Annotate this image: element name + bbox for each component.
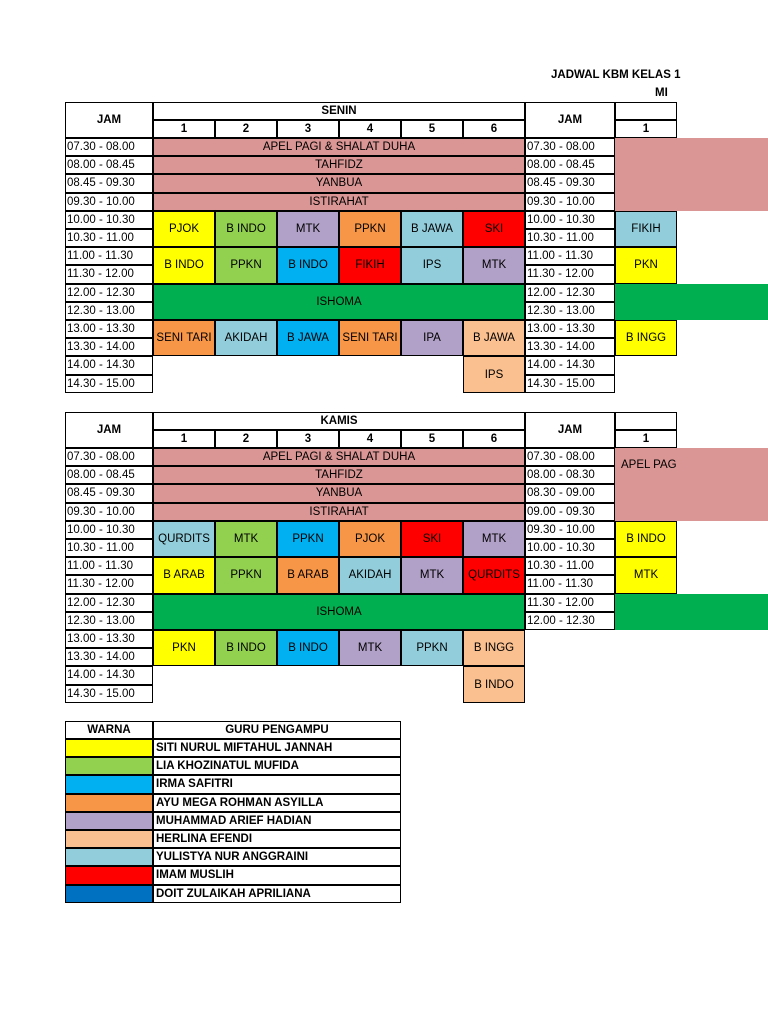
jam-header: JAM	[65, 102, 153, 138]
jam-header: JAM	[65, 412, 153, 448]
subject-cell: MTK	[463, 521, 525, 557]
time-slot: 07.30 - 08.00	[525, 138, 615, 156]
banner-row: TAHFIDZ	[153, 156, 525, 174]
banner-row: APEL PAGI & SHALAT DUHA	[153, 448, 525, 466]
time-slot: 13.00 - 13.30	[65, 320, 153, 338]
legend-color-swatch	[65, 830, 153, 848]
time-slot: 14.30 - 15.00	[65, 685, 153, 703]
time-slot: 10.30 - 11.00	[65, 229, 153, 247]
time-slot: 09.00 - 09.30	[525, 503, 615, 521]
subject-cell: MTK	[615, 557, 677, 593]
time-slot: 07.30 - 08.00	[525, 448, 615, 466]
subject-cell: PPKN	[401, 630, 463, 666]
time-slot: 10.00 - 10.30	[525, 539, 615, 557]
document-title: JADWAL KBM KELAS 1	[551, 69, 681, 81]
period-number: 1	[153, 120, 215, 138]
period-number: 6	[463, 430, 525, 448]
subject-cell: PPKN	[215, 247, 277, 283]
banner-row: ISTIRAHAT	[153, 193, 525, 211]
subject-cell: SKI	[463, 211, 525, 247]
period-number: 6	[463, 120, 525, 138]
jam-header: JAM	[525, 412, 615, 448]
time-slot: 08.45 - 09.30	[65, 174, 153, 192]
subject-cell: PJOK	[339, 521, 401, 557]
subject-cell: B INDO	[215, 211, 277, 247]
time-slot: 08.00 - 08.45	[65, 466, 153, 484]
time-slot: 08.00 - 08.45	[65, 156, 153, 174]
subject-cell: FIKIH	[339, 247, 401, 283]
time-slot: 14.00 - 14.30	[525, 356, 615, 374]
subject-cell: MTK	[463, 247, 525, 283]
subject-cell: IPS	[463, 356, 525, 392]
subject-cell: SENI TARI	[153, 320, 215, 356]
legend-teacher-name: SITI NURUL MIFTAHUL JANNAH	[153, 739, 401, 757]
day-header-partial	[615, 102, 677, 120]
time-slot: 14.30 - 15.00	[525, 375, 615, 393]
subject-cell: QURDITS	[153, 521, 215, 557]
time-slot: 10.00 - 10.30	[65, 211, 153, 229]
time-slot: 08.30 - 09.00	[525, 484, 615, 502]
time-slot: 10.00 - 10.30	[525, 211, 615, 229]
time-slot: 12.00 - 12.30	[525, 284, 615, 302]
time-slot: 12.00 - 12.30	[525, 612, 615, 630]
banner-partial: APEL PAG	[615, 448, 768, 521]
subject-cell: B INDO	[215, 630, 277, 666]
period-number: 3	[277, 120, 339, 138]
time-slot: 12.30 - 13.00	[525, 302, 615, 320]
legend-teacher-name: IRMA SAFITRI	[153, 775, 401, 793]
legend-teacher-name: MUHAMMAD ARIEF HADIAN	[153, 812, 401, 830]
subject-cell: IPA	[401, 320, 463, 356]
time-slot: 10.00 - 10.30	[65, 521, 153, 539]
time-slot: 13.30 - 14.00	[525, 338, 615, 356]
time-slot: 12.30 - 13.00	[65, 302, 153, 320]
time-slot: 08.45 - 09.30	[525, 174, 615, 192]
day-header: KAMIS	[153, 412, 525, 430]
period-number: 2	[215, 430, 277, 448]
time-slot: 10.30 - 11.00	[525, 229, 615, 247]
legend-color-swatch	[65, 775, 153, 793]
time-slot: 13.30 - 14.00	[65, 338, 153, 356]
subject-cell: SENI TARI	[339, 320, 401, 356]
subject-cell: MTK	[339, 630, 401, 666]
subject-cell: PKN	[615, 247, 677, 283]
time-slot: 12.30 - 13.00	[65, 612, 153, 630]
subject-cell: AKIDAH	[339, 557, 401, 593]
subject-cell: B INDO	[463, 666, 525, 702]
subject-cell: AKIDAH	[215, 320, 277, 356]
time-slot: 14.00 - 14.30	[65, 356, 153, 374]
time-slot: 08.00 - 08.45	[525, 156, 615, 174]
day-header: SENIN	[153, 102, 525, 120]
banner-row: YANBUA	[153, 484, 525, 502]
time-slot: 14.30 - 15.00	[65, 375, 153, 393]
period-number: 5	[401, 430, 463, 448]
subject-cell: PPKN	[339, 211, 401, 247]
subject-cell: FIKIH	[615, 211, 677, 247]
time-slot: 11.00 - 11.30	[65, 247, 153, 265]
time-slot: 08.00 - 08.30	[525, 466, 615, 484]
legend-color-swatch	[65, 848, 153, 866]
time-slot: 09.30 - 10.00	[65, 193, 153, 211]
subject-cell: B INDO	[153, 247, 215, 283]
subject-cell: MTK	[401, 557, 463, 593]
legend-teacher-name: DOIT ZULAIKAH APRILIANA	[153, 885, 401, 903]
subject-cell: B INGG	[463, 630, 525, 666]
period-number: 1	[153, 430, 215, 448]
subject-cell: B INDO	[615, 521, 677, 557]
subject-cell: B JAWA	[463, 320, 525, 356]
banner-row: APEL PAGI & SHALAT DUHA	[153, 138, 525, 156]
subject-cell: B JAWA	[401, 211, 463, 247]
subject-cell: B INDO	[277, 247, 339, 283]
time-slot: 08.45 - 09.30	[65, 484, 153, 502]
subject-cell: B ARAB	[277, 557, 339, 593]
legend-color-swatch	[65, 794, 153, 812]
subject-cell: MTK	[277, 211, 339, 247]
subject-cell: MTK	[215, 521, 277, 557]
time-slot: 11.30 - 12.00	[525, 594, 615, 612]
legend-teacher-name: LIA KHOZINATUL MUFIDA	[153, 757, 401, 775]
period-number: 4	[339, 120, 401, 138]
subject-cell: B ARAB	[153, 557, 215, 593]
legend-color-swatch	[65, 885, 153, 903]
time-slot: 12.00 - 12.30	[65, 594, 153, 612]
subject-cell: IPS	[401, 247, 463, 283]
legend-teacher-header: GURU PENGAMPU	[153, 721, 401, 739]
banner-row: TAHFIDZ	[153, 466, 525, 484]
time-slot: 10.30 - 11.00	[525, 557, 615, 575]
ishoma-row: ISHOMA	[153, 594, 525, 630]
time-slot: 09.30 - 10.00	[65, 503, 153, 521]
ishoma-partial	[615, 594, 768, 630]
time-slot: 07.30 - 08.00	[65, 138, 153, 156]
legend-color-swatch	[65, 757, 153, 775]
time-slot: 12.00 - 12.30	[65, 284, 153, 302]
legend-color-swatch	[65, 866, 153, 884]
time-slot: 13.30 - 14.00	[65, 648, 153, 666]
time-slot: 09.30 - 10.00	[525, 521, 615, 539]
time-slot: 13.00 - 13.30	[525, 320, 615, 338]
banner-row: ISTIRAHAT	[153, 503, 525, 521]
legend-teacher-name: IMAM MUSLIH	[153, 866, 401, 884]
subject-cell: PKN	[153, 630, 215, 666]
time-slot: 11.30 - 12.00	[65, 265, 153, 283]
time-slot: 11.00 - 11.30	[525, 575, 615, 593]
ishoma-partial	[615, 284, 768, 320]
period-number: 5	[401, 120, 463, 138]
time-slot: 09.30 - 10.00	[525, 193, 615, 211]
subject-cell: B JAWA	[277, 320, 339, 356]
banner-partial	[615, 138, 768, 211]
subject-cell: B INGG	[615, 320, 677, 356]
time-slot: 11.30 - 12.00	[525, 265, 615, 283]
document-subtitle: MI	[655, 87, 668, 99]
subject-cell: PJOK	[153, 211, 215, 247]
time-slot: 11.00 - 11.30	[65, 557, 153, 575]
legend-color-swatch	[65, 739, 153, 757]
jam-header: JAM	[525, 102, 615, 138]
period-number: 3	[277, 430, 339, 448]
time-slot: 11.00 - 11.30	[525, 247, 615, 265]
legend-teacher-name: HERLINA EFENDI	[153, 830, 401, 848]
period-number: 1	[615, 430, 677, 448]
subject-cell: B INDO	[277, 630, 339, 666]
legend-teacher-name: AYU MEGA ROHMAN ASYILLA	[153, 794, 401, 812]
ishoma-row: ISHOMA	[153, 284, 525, 320]
subject-cell: QURDITS	[463, 557, 525, 593]
legend-color-swatch	[65, 812, 153, 830]
period-number: 2	[215, 120, 277, 138]
time-slot: 13.00 - 13.30	[65, 630, 153, 648]
legend-color-header: WARNA	[65, 721, 153, 739]
subject-cell: PPKN	[277, 521, 339, 557]
day-header-partial	[615, 412, 677, 430]
legend-teacher-name: YULISTYA NUR ANGGRAINI	[153, 848, 401, 866]
time-slot: 10.30 - 11.00	[65, 539, 153, 557]
period-number: 4	[339, 430, 401, 448]
subject-cell: SKI	[401, 521, 463, 557]
time-slot: 07.30 - 08.00	[65, 448, 153, 466]
banner-row: YANBUA	[153, 174, 525, 192]
time-slot: 11.30 - 12.00	[65, 575, 153, 593]
time-slot: 14.00 - 14.30	[65, 666, 153, 684]
period-number: 1	[615, 120, 677, 138]
subject-cell: PPKN	[215, 557, 277, 593]
